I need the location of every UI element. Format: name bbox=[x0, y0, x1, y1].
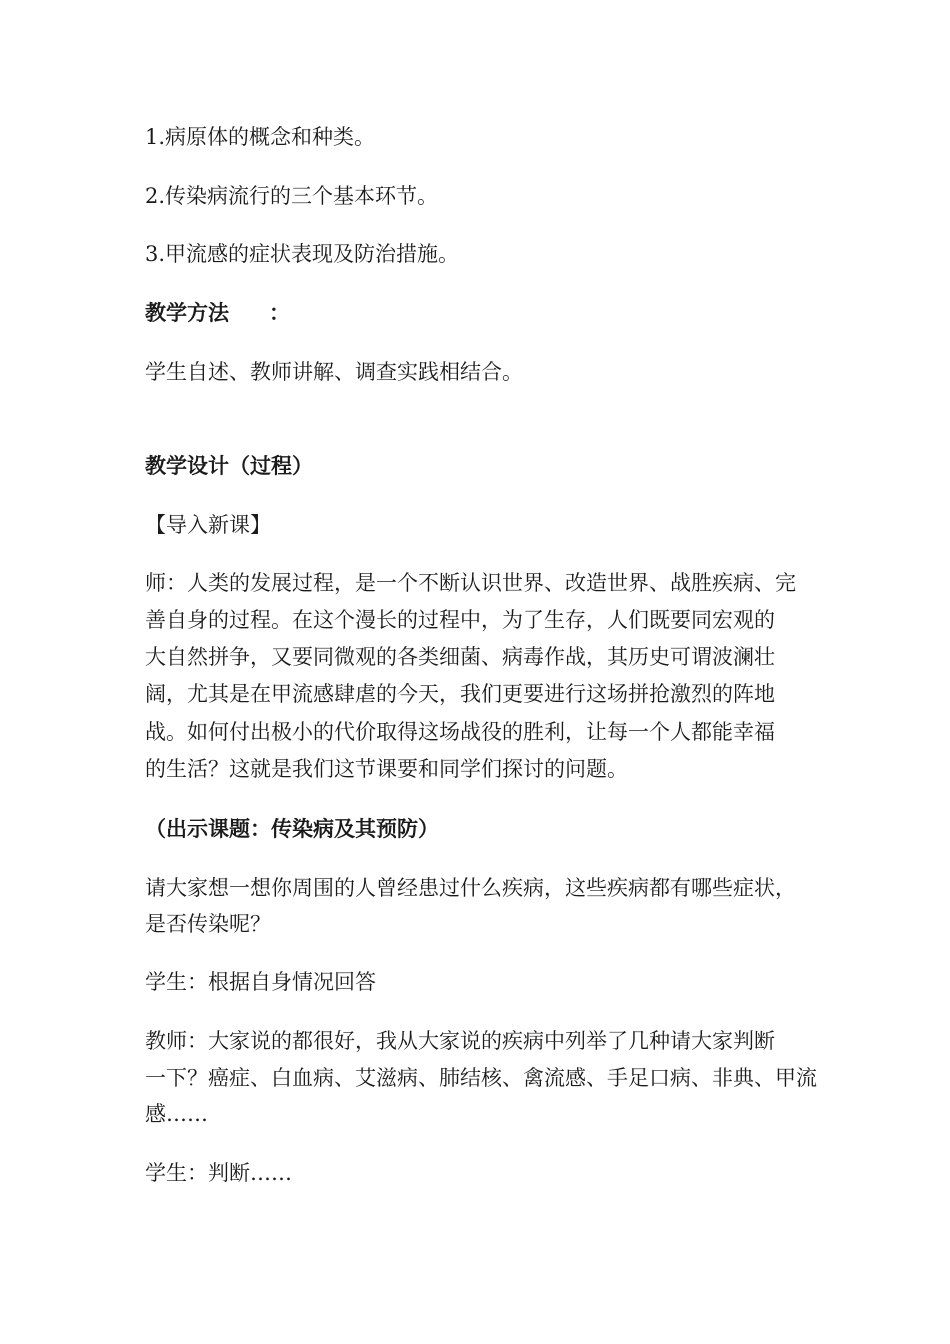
design-heading: 教学设计（过程） bbox=[145, 454, 313, 478]
teacher-reply-line: 教师：大家说的都很好，我从大家说的疾病中列举了几种请大家判断 bbox=[145, 1029, 775, 1053]
method-colon: ： bbox=[269, 301, 290, 325]
objective-1: 1.病原体的概念和种类。 bbox=[145, 125, 376, 149]
topic-heading: （出示课题：传染病及其预防） bbox=[145, 817, 439, 841]
objective-2: 2.传染病流行的三个基本环节。 bbox=[145, 184, 439, 208]
teacher-intro-line: 战。如何付出极小的代价取得这场战役的胜利，让每一个人都能幸福 bbox=[145, 720, 775, 744]
method-text: 学生自述、教师讲解、调查实践相结合。 bbox=[145, 360, 523, 384]
teacher-intro-line: 大自然拼争，又要同微观的各类细菌、病毒作战，其历史可谓波澜壮 bbox=[145, 645, 775, 669]
student-answer-1: 学生：根据自身情况回答 bbox=[145, 970, 376, 994]
question-line: 请大家想一想你周围的人曾经患过什么疾病，这些疾病都有哪些症状， bbox=[145, 876, 796, 900]
question-line: 是否传染呢？ bbox=[145, 912, 271, 936]
teacher-intro-line: 阔，尤其是在甲流感肆虐的今天，我们更要进行这场拼抢激烈的阵地 bbox=[145, 682, 775, 706]
teacher-reply-line: 感…… bbox=[145, 1102, 208, 1126]
teacher-intro-line: 师：人类的发展过程，是一个不断认识世界、改造世界、战胜疾病、完 bbox=[145, 571, 796, 595]
method-heading-row bbox=[145, 294, 825, 332]
objective-3: 3.甲流感的症状表现及防治措施。 bbox=[145, 242, 460, 266]
teacher-reply-line: 一下？癌症、白血病、艾滋病、肺结核、禽流感、手足口病、非典、甲流 bbox=[145, 1066, 817, 1090]
intro-heading: 【导入新课】 bbox=[145, 513, 271, 537]
teacher-intro-line: 的生活？这就是我们这节课要和同学们探讨的问题。 bbox=[145, 757, 628, 781]
student-answer-2: 学生：判断…… bbox=[145, 1161, 292, 1185]
teacher-intro-line: 善自身的过程。在这个漫长的过程中，为了生存，人们既要同宏观的 bbox=[145, 608, 775, 632]
method-heading: 教学方法 bbox=[145, 301, 229, 325]
